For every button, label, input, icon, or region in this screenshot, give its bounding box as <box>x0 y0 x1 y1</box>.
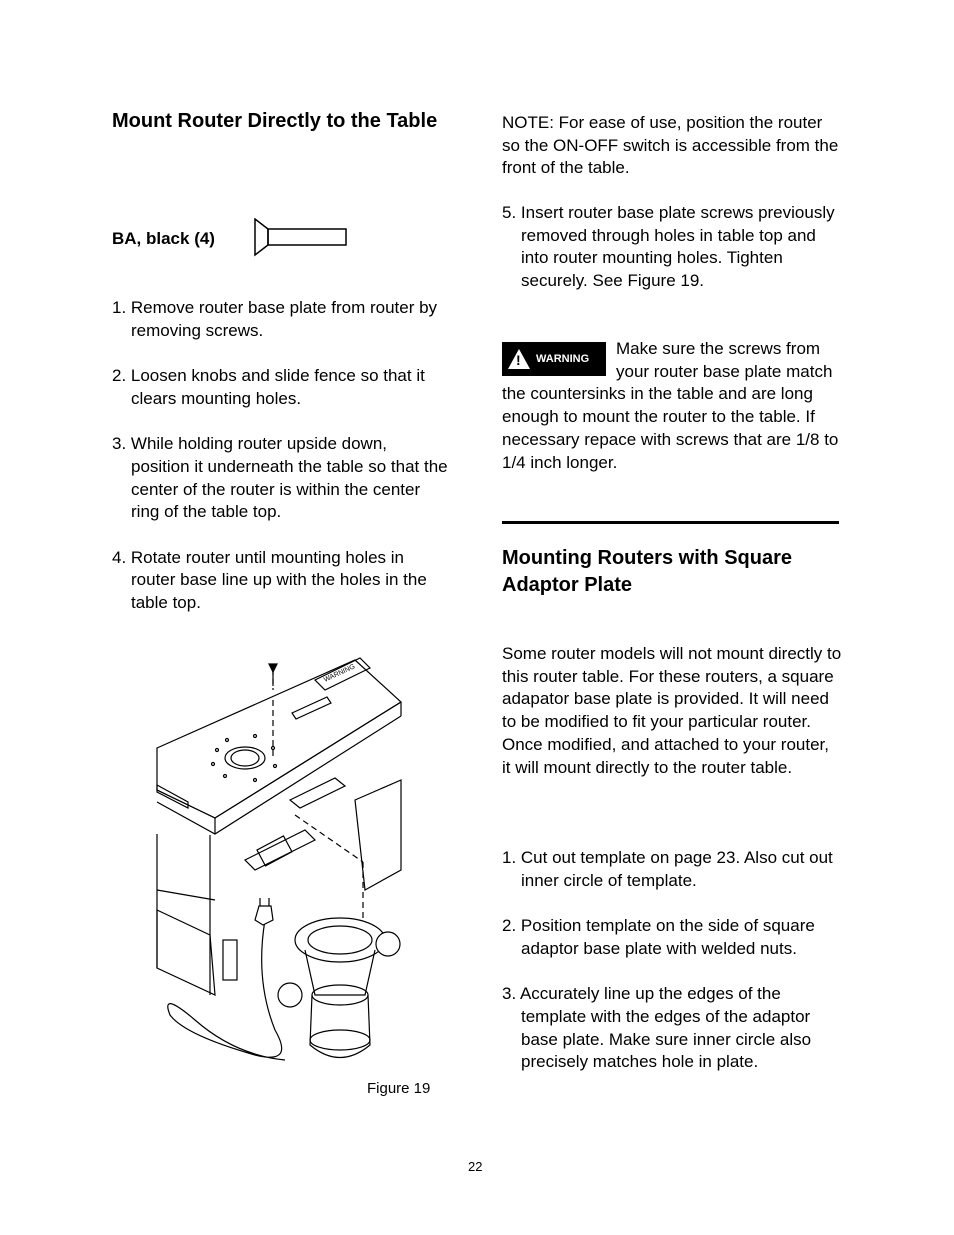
section-heading-square-adaptor: Mounting Routers with Square Adaptor Plate <box>502 547 792 596</box>
list-item: 3. Accurately line up the edges of the template with the edges of the adaptor base plate. Make sure inner circle also precisely matches hole in plate. <box>502 984 812 1072</box>
right-steps-list <box>502 847 842 1074</box>
section-heading-mount-router: Mount Router Directly to the Table <box>112 110 438 132</box>
svg-text:WARNING: WARNING <box>322 663 357 684</box>
list-item: 5. Insert router base plate screws previously removed through holes in table top and into router mounting holes. Tighten securely. See Figure 19. <box>502 203 835 291</box>
page-number: 22 <box>468 1159 483 1174</box>
intro-paragraph: Some router models will not mount directly to this router table. For these routers, a square adapator base plate is provided. It will need to be modified to fit your particular router. Once modified, and attached to your router, it will mount directly to the router table. <box>502 644 842 777</box>
list-item: 2. Loosen knobs and slide fence so that it clears mounting holes. <box>112 366 425 408</box>
router-table-illustration <box>155 650 405 1080</box>
warning-triangle-icon: ! <box>508 349 530 369</box>
figure-caption: Figure 19 <box>367 1080 431 1097</box>
step5-list <box>502 202 842 293</box>
list-item: 3. While holding router upside down, position it underneath the table so that the center of the router is within the center ring of the table top. <box>112 434 448 522</box>
left-steps-list <box>112 297 448 615</box>
warning-text: Make sure the screws from your router base plate match the countersinks in the table and are long enough to mount the router to the table. If necessary repace with screws that are 1/8 to 1/4 inch longer. <box>502 339 839 472</box>
list-item: 1. Cut out template on page 23. Also cut out inner circle of template. <box>502 848 833 890</box>
note-paragraph: NOTE: For ease of use, position the router so the ON-OFF switch is accessible from the front of the table. <box>502 113 839 178</box>
hardware-label: BA, black (4) <box>112 229 215 248</box>
list-item: 4. Rotate router until mounting holes in router base line up with the holes in the table top. <box>112 547 427 613</box>
screw-icon <box>252 218 350 258</box>
list-item: 2. Position template on the side of square adaptor base plate with welded nuts. <box>502 916 815 958</box>
section-divider <box>502 521 839 524</box>
list-item: 1. Remove router base plate from router by removing screws. <box>112 298 438 340</box>
warning-label: WARNING <box>536 353 590 365</box>
warning-text-block <box>502 338 842 474</box>
